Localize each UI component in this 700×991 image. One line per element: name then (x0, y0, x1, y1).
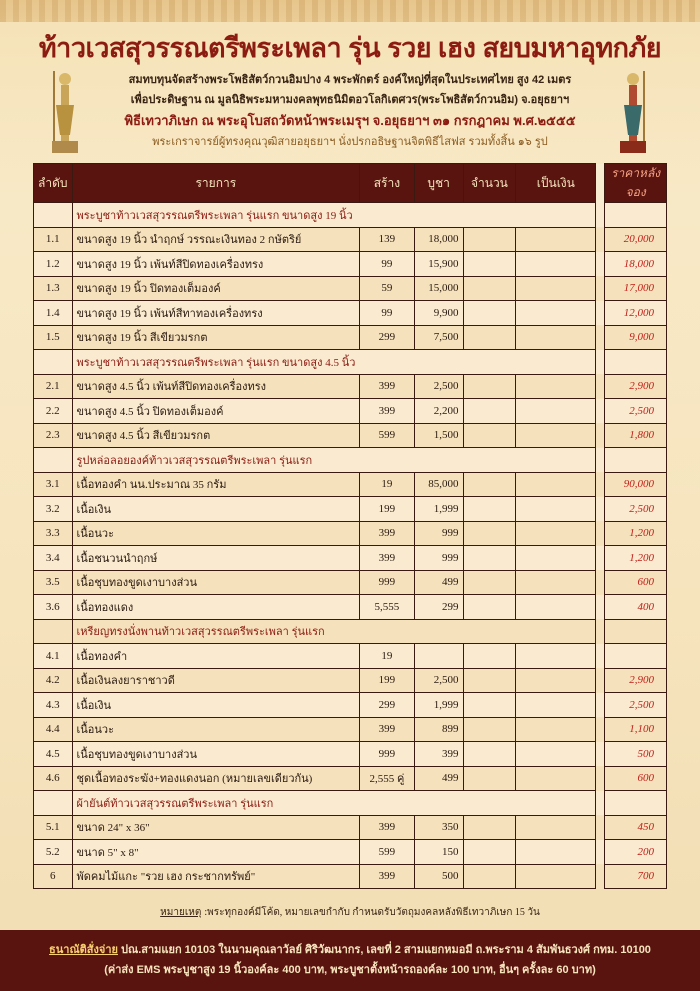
cell-no: 1.3 (34, 276, 73, 301)
col-item: รายการ (72, 164, 360, 203)
cell-qty[interactable] (463, 668, 516, 693)
cell-price: 899 (414, 717, 463, 742)
cell-gap (596, 693, 605, 718)
section-row (34, 350, 667, 375)
cell-item: เนื้อทองแดง (72, 595, 360, 620)
note (0, 905, 700, 920)
cell-gap (596, 644, 605, 669)
cell-no: 3.3 (34, 521, 73, 546)
table-row (34, 276, 667, 301)
cell-price: 2,200 (414, 399, 463, 424)
order-table (33, 163, 667, 889)
table-row (34, 325, 667, 350)
cell-price: 299 (414, 595, 463, 620)
cell-built: 299 (360, 693, 415, 718)
cell-price: 499 (414, 570, 463, 595)
col-price: บูชา (414, 164, 463, 203)
cell-total[interactable] (516, 766, 596, 791)
cell-total[interactable] (516, 472, 596, 497)
cell-after-price: 2,500 (605, 399, 667, 424)
cell-total[interactable] (516, 840, 596, 865)
cell-no: 1.2 (34, 252, 73, 277)
cell-price: 399 (414, 742, 463, 767)
section-row (34, 791, 667, 816)
cell-after (605, 350, 667, 375)
cell-gap (596, 276, 605, 301)
cell-built: 99 (360, 252, 415, 277)
table-row (34, 374, 667, 399)
cell-qty[interactable] (463, 766, 516, 791)
cell-built: 399 (360, 374, 415, 399)
cell-qty[interactable] (463, 497, 516, 522)
table-row (34, 497, 667, 522)
cell-item: ขนาดสูง 4.5 นิ้ว สีเขียวมรกต (72, 423, 360, 448)
cell-item: ขนาดสูง 19 นิ้ว ปิดทองเต็มองค์ (72, 276, 360, 301)
cell-gap (596, 423, 605, 448)
ceremony-line: พิธีเทวาภิเษก ณ พระอุโบสถวัดหน้าพระเมรุฯ จ.อยุธยาฯ ๓๑ กรกฎาคม พ.ศ.๒๕๕๕ (124, 113, 576, 128)
col-no: ลำดับ (34, 164, 73, 203)
cell-gap (596, 227, 605, 252)
cell-no: 2.1 (34, 374, 73, 399)
cell-built: 399 (360, 717, 415, 742)
cell-qty[interactable] (463, 521, 516, 546)
table-row (34, 644, 667, 669)
cell-total[interactable] (516, 742, 596, 767)
cell-gap (596, 325, 605, 350)
cell-total[interactable] (516, 399, 596, 424)
table-row (34, 815, 667, 840)
cell-gap (596, 840, 605, 865)
cell-price: 7,500 (414, 325, 463, 350)
note-label: หมายเหตุ (160, 907, 202, 918)
table-row (34, 546, 667, 571)
table-row (34, 399, 667, 424)
cell-gap (596, 864, 605, 889)
col-gap (596, 164, 605, 203)
cell-price: 1,500 (414, 423, 463, 448)
cell-item: เนื้อเงินลงยาราชาวดี (72, 668, 360, 693)
cell-built: 399 (360, 815, 415, 840)
cell-price: 2,500 (414, 374, 463, 399)
gold-statue-image (48, 65, 82, 155)
cell-item: ชุดเนื้อทองระฆัง+ทองแดงนอก (หมายเลขเดียวกัน) (72, 766, 360, 791)
decorative-top-band (0, 0, 700, 22)
table-row (34, 840, 667, 865)
cell-after-price: 600 (605, 766, 667, 791)
cell-after-price: 600 (605, 570, 667, 595)
table-row (34, 570, 667, 595)
table-row (34, 301, 667, 326)
table-row (34, 668, 667, 693)
table-row (34, 693, 667, 718)
cell-gap (596, 521, 605, 546)
cell-after-price: 500 (605, 742, 667, 767)
cell-item: ขนาดสูง 19 นิ้ว สีเขียวมรกต (72, 325, 360, 350)
cell-qty[interactable] (463, 374, 516, 399)
cell-gap (596, 350, 605, 375)
cell-no (34, 203, 73, 228)
section-row (34, 203, 667, 228)
cell-gap (596, 815, 605, 840)
cell-gap (596, 742, 605, 767)
section-row (34, 619, 667, 644)
cell-gap (596, 717, 605, 742)
cell-after-price: 90,000 (605, 472, 667, 497)
cell-qty[interactable] (463, 301, 516, 326)
cell-total[interactable] (516, 497, 596, 522)
cell-qty[interactable] (463, 472, 516, 497)
table-row (34, 423, 667, 448)
cell-total[interactable] (516, 644, 596, 669)
cell-built: 599 (360, 423, 415, 448)
cell-qty[interactable] (463, 399, 516, 424)
cell-qty[interactable] (463, 864, 516, 889)
cell-built: 999 (360, 570, 415, 595)
subtitle-line-1: สมทบทุนจัดสร้างพระโพธิสัตว์กวนอิมปาง 4 พระพักตร์ องค์ใหญ่ที่สุดในประเทศไทย สูง 42 เมตร (128, 74, 572, 86)
cell-price: 1,999 (414, 693, 463, 718)
table-row (34, 742, 667, 767)
cell-qty[interactable] (463, 570, 516, 595)
cell-qty[interactable] (463, 840, 516, 865)
cell-total[interactable] (516, 521, 596, 546)
cell-price: 150 (414, 840, 463, 865)
cell-no: 3.2 (34, 497, 73, 522)
cell-item: ขนาดสูง 19 นิ้ว เพ้นท์สีทาทองเครื่องทรง (72, 301, 360, 326)
cell-built: 399 (360, 864, 415, 889)
section-row (34, 448, 667, 473)
table-row (34, 717, 667, 742)
table-row (34, 521, 667, 546)
cell-total[interactable] (516, 374, 596, 399)
cell-qty[interactable] (463, 644, 516, 669)
cell-qty[interactable] (463, 742, 516, 767)
cell-gap (596, 668, 605, 693)
cell-total[interactable] (516, 693, 596, 718)
cell-total[interactable] (516, 595, 596, 620)
table-row (34, 595, 667, 620)
cell-no (34, 791, 73, 816)
cell-no: 6 (34, 864, 73, 889)
subtitle-line-2: เพื่อประดิษฐาน ณ มูลนิธิพระมหามงคลพุทธนิมิตอวโลกิเตศวร(พระโพธิสัตว์กวนอิม) จ.อยุธยาฯ (130, 94, 570, 106)
cell-no (34, 619, 73, 644)
monks-line: พระเกราจารย์ผู้ทรงคุณวุฒิสายอยุธยาฯ นั่งปรกอธิษฐานจิตพิธีไสฟส รวมทั้งสิ้น ๑๖ รูป (152, 136, 548, 148)
cell-qty[interactable] (463, 815, 516, 840)
cell-no: 4.4 (34, 717, 73, 742)
cell-after-price: 2,500 (605, 497, 667, 522)
cell-item: พัดคมไม้แกะ "รวย เฮง กระชากทรัพย์" (72, 864, 360, 889)
table-row (34, 252, 667, 277)
cell-built: 19 (360, 644, 415, 669)
cell-item: เนื้อนวะ (72, 717, 360, 742)
cell-no: 3.5 (34, 570, 73, 595)
cell-item: ขนาดสูง 19 นิ้ว นำฤกษ์ วรรณะเงินทอง 2 กษัตริย์ (72, 227, 360, 252)
cell-total[interactable] (516, 668, 596, 693)
cell-after-price: 2,500 (605, 693, 667, 718)
cell-no (34, 448, 73, 473)
cell-after (605, 619, 667, 644)
cell-after-price: 1,200 (605, 546, 667, 571)
cell-after-price: 450 (605, 815, 667, 840)
table-row (34, 472, 667, 497)
footer (0, 930, 700, 991)
cell-built: 599 (360, 840, 415, 865)
col-qty: จำนวน (463, 164, 516, 203)
cell-no: 4.3 (34, 693, 73, 718)
cell-total[interactable] (516, 227, 596, 252)
cell-qty[interactable] (463, 423, 516, 448)
cell-price: 999 (414, 521, 463, 546)
cell-price: 18,000 (414, 227, 463, 252)
painted-statue-image (616, 65, 650, 155)
cell-no: 4.6 (34, 766, 73, 791)
cell-built: 199 (360, 668, 415, 693)
cell-no: 3.6 (34, 595, 73, 620)
cell-no (34, 350, 73, 375)
cell-gap (596, 301, 605, 326)
cell-gap (596, 595, 605, 620)
cell-built: 299 (360, 325, 415, 350)
footer-label: ธนาณัติสั่งจ่าย (49, 944, 118, 956)
col-after-price: ราคาหลังจอง (605, 164, 667, 203)
cell-gap (596, 203, 605, 228)
cell-price: 1,999 (414, 497, 463, 522)
cell-item: ขนาดสูง 4.5 นิ้ว เพ้นท์สีปิดทองเครื่องทรง (72, 374, 360, 399)
cell-price: 999 (414, 546, 463, 571)
cell-price: 499 (414, 766, 463, 791)
cell-price: 500 (414, 864, 463, 889)
cell-built: 59 (360, 276, 415, 301)
cell-total[interactable] (516, 325, 596, 350)
cell-built: 99 (360, 301, 415, 326)
cell-qty[interactable] (463, 595, 516, 620)
cell-no: 1.5 (34, 325, 73, 350)
col-built: สร้าง (360, 164, 415, 203)
cell-total[interactable] (516, 815, 596, 840)
cell-no: 5.1 (34, 815, 73, 840)
cell-item: เนื้อชุบทองขูดเงาบางส่วน (72, 742, 360, 767)
cell-item: เนื้อชุบทองขูดเงาบางส่วน (72, 570, 360, 595)
cell-item: เนื้อทองคำ นน.ประมาณ 35 กรัม (72, 472, 360, 497)
footer-shipping: (ค่าส่ง EMS พระบูชาสูง 19 นิ้วองค์ละ 400 บาท, พระบูชาตั้งหน้ารถองค์ละ 100 บาท, อื่นๆ ครั้งละ 60 บาท) (104, 964, 596, 976)
table-row (34, 227, 667, 252)
cell-qty[interactable] (463, 717, 516, 742)
cell-after-price: 18,000 (605, 252, 667, 277)
cell-built: 5,555 (360, 595, 415, 620)
col-total: เป็นเงิน (516, 164, 596, 203)
cell-gap (596, 497, 605, 522)
cell-price: 15,900 (414, 252, 463, 277)
cell-qty[interactable] (463, 693, 516, 718)
note-text: :พระทุกองค์มีโค้ด, หมายเลขกำกับ กำหนดรับวัตถุมงคลหลังพิธีเทวาภิเษก 15 วัน (204, 907, 540, 918)
cell-no: 3.1 (34, 472, 73, 497)
cell-qty[interactable] (463, 325, 516, 350)
cell-built: 2,555 คู่ (360, 766, 415, 791)
cell-no: 2.3 (34, 423, 73, 448)
table-row (34, 766, 667, 791)
cell-built: 199 (360, 497, 415, 522)
cell-total[interactable] (516, 252, 596, 277)
cell-gap (596, 791, 605, 816)
cell-after-price: 9,000 (605, 325, 667, 350)
cell-no: 4.1 (34, 644, 73, 669)
section-title: พระบูชาท้าวเวสสุวรรณตรีพระเพลา รุ่นแรก ขนาดสูง 19 นิ้ว (72, 203, 596, 228)
cell-qty[interactable] (463, 546, 516, 571)
cell-price: 85,000 (414, 472, 463, 497)
cell-gap (596, 570, 605, 595)
cell-total[interactable] (516, 423, 596, 448)
cell-item: ขนาด 24" x 36" (72, 815, 360, 840)
cell-price: 9,900 (414, 301, 463, 326)
cell-built: 999 (360, 742, 415, 767)
cell-after-price: 700 (605, 864, 667, 889)
cell-after-price: 400 (605, 595, 667, 620)
cell-no: 2.2 (34, 399, 73, 424)
cell-price: 350 (414, 815, 463, 840)
cell-no: 4.5 (34, 742, 73, 767)
page-title: ท้าวเวสสุวรรณตรีพระเพลา รุ่น รวย เฮง สยบมหาอุทกภัย (38, 33, 662, 63)
cell-price: 2,500 (414, 668, 463, 693)
cell-no: 4.2 (34, 668, 73, 693)
section-title: รูปหล่อลอยองค์ท้าวเวสสุวรรณตรีพระเพลา รุ่นแรก (72, 448, 596, 473)
cell-item: เนื้อนวะ (72, 521, 360, 546)
footer-address: ปณ.สามแยก 10103 ในนามคุณลาวัลย์ ศิริวัฒนากร, เลขที่ 2 สามแยกหมอมี ถ.พระราม 4 สัมพันธวงศ์ กทม. 10100 (117, 944, 651, 956)
cell-after-price: 200 (605, 840, 667, 865)
cell-after-price: 2,900 (605, 374, 667, 399)
cell-gap (596, 399, 605, 424)
cell-total[interactable] (516, 301, 596, 326)
cell-no: 3.4 (34, 546, 73, 571)
cell-item: เนื้อเงิน (72, 497, 360, 522)
cell-no: 1.4 (34, 301, 73, 326)
cell-gap (596, 252, 605, 277)
cell-item: ขนาดสูง 19 นิ้ว เพ้นท์สีปิดทองเครื่องทรง (72, 252, 360, 277)
cell-after-price: 2,900 (605, 668, 667, 693)
cell-built: 399 (360, 546, 415, 571)
section-title: พระบูชาท้าวเวสสุวรรณตรีพระเพลา รุ่นแรก ขนาดสูง 4.5 นิ้ว (72, 350, 596, 375)
cell-after (605, 203, 667, 228)
cell-built: 399 (360, 399, 415, 424)
cell-total[interactable] (516, 717, 596, 742)
cell-price (414, 644, 463, 669)
cell-total[interactable] (516, 864, 596, 889)
cell-item: เนื้อเงิน (72, 693, 360, 718)
cell-gap (596, 766, 605, 791)
cell-no: 5.2 (34, 840, 73, 865)
cell-after-price: 1,800 (605, 423, 667, 448)
cell-item: ขนาดสูง 4.5 นิ้ว ปิดทองเต็มองค์ (72, 399, 360, 424)
cell-qty[interactable] (463, 252, 516, 277)
cell-gap (596, 472, 605, 497)
cell-total[interactable] (516, 546, 596, 571)
cell-after-price: 20,000 (605, 227, 667, 252)
cell-qty[interactable] (463, 276, 516, 301)
cell-after-price: 1,200 (605, 521, 667, 546)
cell-total[interactable] (516, 570, 596, 595)
cell-gap (596, 546, 605, 571)
cell-after-price: 17,000 (605, 276, 667, 301)
cell-after-price: 1,100 (605, 717, 667, 742)
cell-item: เนื้อชนวนนำฤกษ์ (72, 546, 360, 571)
table-row (34, 864, 667, 889)
cell-qty[interactable] (463, 227, 516, 252)
cell-total[interactable] (516, 276, 596, 301)
table-header (34, 164, 667, 203)
section-title: ผ้ายันต์ท้าวเวสสุวรรณตรีพระเพลา รุ่นแรก (72, 791, 596, 816)
cell-gap (596, 619, 605, 644)
cell-no: 1.1 (34, 227, 73, 252)
cell-price: 15,000 (414, 276, 463, 301)
cell-after-price (605, 644, 667, 669)
cell-gap (596, 448, 605, 473)
cell-after-price: 12,000 (605, 301, 667, 326)
cell-item: เนื้อทองคำ (72, 644, 360, 669)
cell-gap (596, 374, 605, 399)
cell-built: 139 (360, 227, 415, 252)
cell-built: 19 (360, 472, 415, 497)
cell-after (605, 791, 667, 816)
cell-built: 399 (360, 521, 415, 546)
section-title: เหรียญทรงนั่งพานท้าวเวสสุวรรณตรีพระเพลา รุ่นแรก (72, 619, 596, 644)
cell-item: ขนาด 5" x 8" (72, 840, 360, 865)
cell-after (605, 448, 667, 473)
